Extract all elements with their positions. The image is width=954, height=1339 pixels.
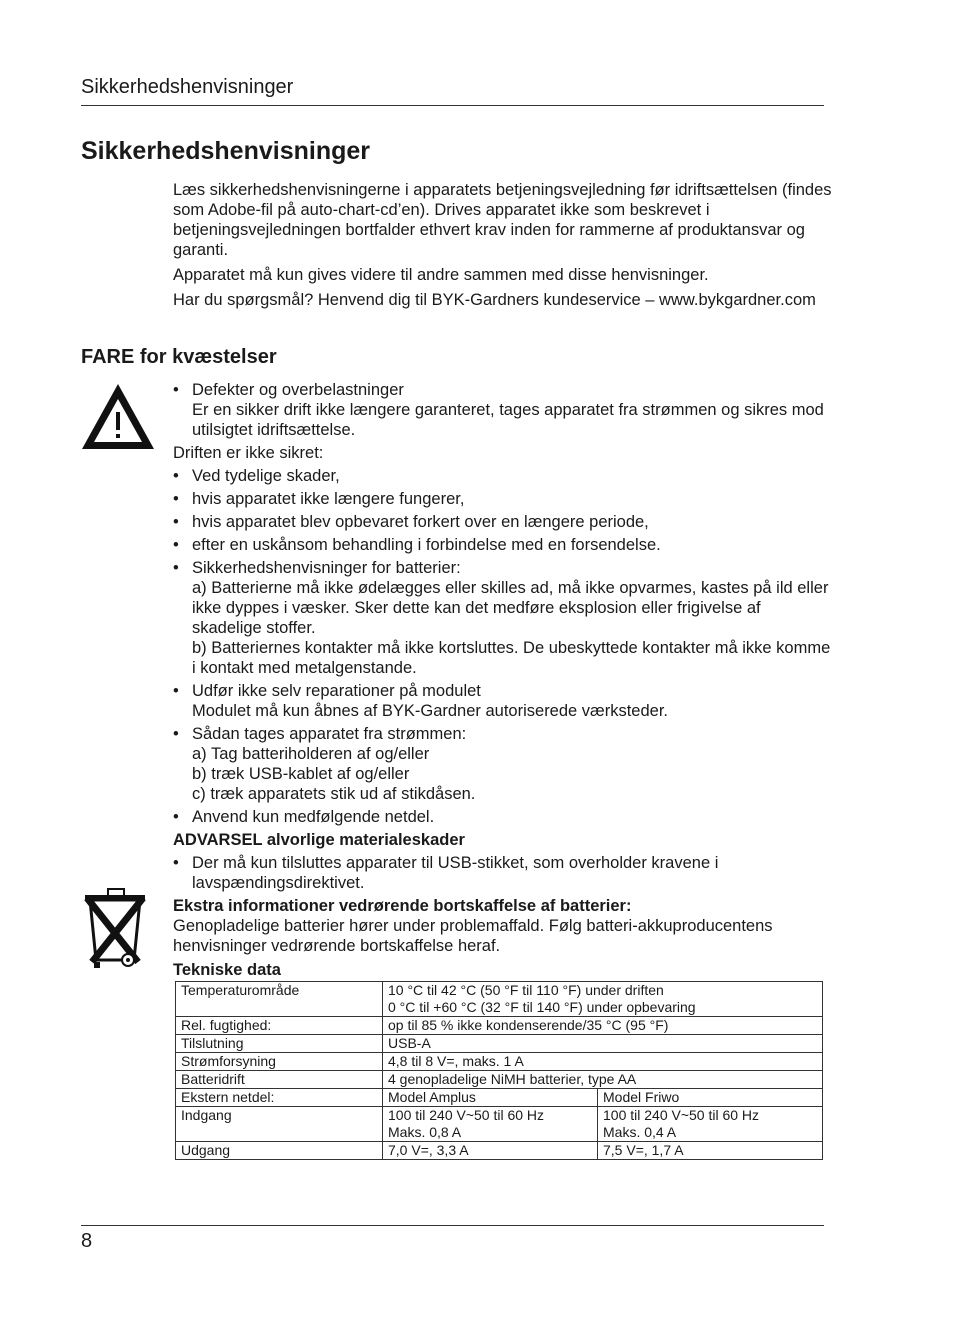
- table-row: [176, 1035, 823, 1053]
- table-row: [176, 1142, 823, 1160]
- crossed-out-bin-icon: [84, 886, 148, 970]
- table-row: [176, 1071, 823, 1089]
- cell-line: 0 °C til +60 °C (32 °F til 140 °F) under opbevaring: [388, 999, 696, 1015]
- table-row: [176, 1053, 823, 1071]
- cell-line: Maks. 0,4 A: [603, 1124, 677, 1140]
- table-cell: 4,8 til 8 V=, maks. 1 A: [383, 1053, 823, 1071]
- list-item: • hvis apparatet ikke længere fungerer,: [173, 489, 833, 509]
- table-cell: [383, 982, 823, 1017]
- list-item: [173, 558, 833, 678]
- table-cell: Tilslutning: [176, 1035, 383, 1053]
- disposal-text: Genopladelige batterier hører under problemaffald. Følg batteri-akkuproducentens henvisninger vedrørende bortskaffelse heraf.: [173, 917, 773, 955]
- repair-title: • Udfør ikke selv reparationer på modulet: [192, 682, 481, 700]
- table-cell: op til 85 % ikke kondenserende/35 °C (95 °F): [383, 1017, 823, 1035]
- disconnect-step: a) Tag batteriholderen af og/eller: [192, 745, 430, 763]
- tech-data-table: [175, 981, 823, 1160]
- table-row: [176, 1107, 823, 1142]
- table-cell: Model Amplus: [383, 1089, 598, 1107]
- battery-title: • Sikkerhedshenvisninger for batterier:: [192, 559, 461, 577]
- list-item: [173, 724, 833, 804]
- table-cell: 7,0 V=, 3,3 A: [383, 1142, 598, 1160]
- danger-heading: FARE for kvæstelser: [81, 346, 277, 368]
- disposal-heading: Ekstra informationer vedrørende bortskaffelse af batterier:: [173, 897, 632, 915]
- warning-heading: ADVARSEL alvorlige materialeskader: [173, 831, 465, 849]
- battery-rule-b: b) Batteriernes kontakter må ikke kortsluttes. De ubeskyttede kontakter må ikke komme i kontakt med metalgenstande.: [192, 639, 831, 677]
- table-cell: Rel. fugtighed:: [176, 1017, 383, 1035]
- table-row: [176, 1017, 823, 1035]
- cell-line: 100 til 240 V~50 til 60 Hz: [603, 1107, 760, 1123]
- cell-line: 100 til 240 V~50 til 60 Hz: [388, 1107, 545, 1123]
- list-item: [173, 380, 833, 440]
- footer-divider: [81, 1225, 824, 1226]
- intro-paragraph: Har du spørgsmål? Henvend dig til BYK-Gardners kundeservice – www.bykgardner.com: [173, 291, 816, 309]
- disconnect-step: c) træk apparatets stik ud af stikdåsen.: [192, 785, 476, 803]
- running-header: Sikkerhedshenvisninger: [81, 76, 294, 98]
- battery-rule-a: a) Batterierne må ikke ødelægges eller skilles ad, må ikke opvarmes, kastes på ild eller ikke dyppes i væsker. Sker dette kan det medføre eksplosion eller frigivelse af skadelige stoffer.: [192, 579, 829, 637]
- table-cell: 7,5 V=, 1,7 A: [598, 1142, 823, 1160]
- table-row: [176, 1089, 823, 1107]
- disconnect-step: b) træk USB-kablet af og/eller: [192, 765, 410, 783]
- list-item: • Ved tydelige skader,: [173, 466, 833, 486]
- warning-triangle-icon: [80, 382, 156, 452]
- list-item: • hvis apparatet blev opbevaret forkert over en længere periode,: [173, 512, 833, 532]
- intro-text: [173, 180, 833, 315]
- table-cell: Strømforsyning: [176, 1053, 383, 1071]
- table-cell: Batteridrift: [176, 1071, 383, 1089]
- table-cell: [598, 1107, 823, 1142]
- table-cell: Udgang: [176, 1142, 383, 1160]
- table-cell: Temperaturområde: [176, 982, 383, 1017]
- intro-paragraph: Apparatet må kun gives videre til andre sammen med disse henvisninger.: [173, 266, 709, 284]
- table-cell: Ekstern netdel:: [176, 1089, 383, 1107]
- page-title: Sikkerhedshenvisninger: [81, 137, 371, 165]
- header-divider: [81, 105, 824, 106]
- not-safe-label: Driften er ikke sikret:: [173, 444, 324, 462]
- table-cell: 4 genopladelige NiMH batterier, type AA: [383, 1071, 823, 1089]
- table-cell: Model Friwo: [598, 1089, 823, 1107]
- cell-line: Maks. 0,8 A: [388, 1124, 462, 1140]
- list-item: • Der må kun tilsluttes apparater til USB-stikket, som overholder kravene i lavspændingsdirektivet.: [173, 853, 833, 893]
- cell-line: 10 °C til 42 °C (50 °F til 110 °F) under driften: [388, 982, 664, 998]
- list-item: [173, 681, 833, 721]
- danger-content: [173, 380, 833, 983]
- intro-paragraph: Læs sikkerhedshenvisningerne i apparatets betjeningsvejledning før idriftsættelsen (findes som Adobe-fil på auto-chart-cd’en). Drives apparatet ikke som beskrevet i betjeningsvejledningen bortfalder ethvert krav inden for rammerne af produktansvar og garanti.: [173, 181, 832, 259]
- table-cell: Indgang: [176, 1107, 383, 1142]
- table-cell: USB-A: [383, 1035, 823, 1053]
- list-item: • Anvend kun medfølgende netdel.: [173, 807, 833, 827]
- table-row: [176, 982, 823, 1017]
- table-cell: [383, 1107, 598, 1142]
- disconnect-title: • Sådan tages apparatet fra strømmen:: [192, 725, 467, 743]
- tech-heading: Tekniske data: [173, 961, 281, 979]
- repair-text: Modulet må kun åbnes af BYK-Gardner autoriserede værksteder.: [192, 702, 668, 720]
- page-number: 8: [81, 1230, 93, 1252]
- defects-title: • Defekter og overbelastninger: [192, 381, 404, 399]
- defects-text: Er en sikker drift ikke længere garanteret, tages apparatet fra strømmen og sikres mod utilsigtet idriftsættelse.: [192, 401, 824, 439]
- list-item: • efter en uskånsom behandling i forbindelse med en forsendelse.: [173, 535, 833, 555]
